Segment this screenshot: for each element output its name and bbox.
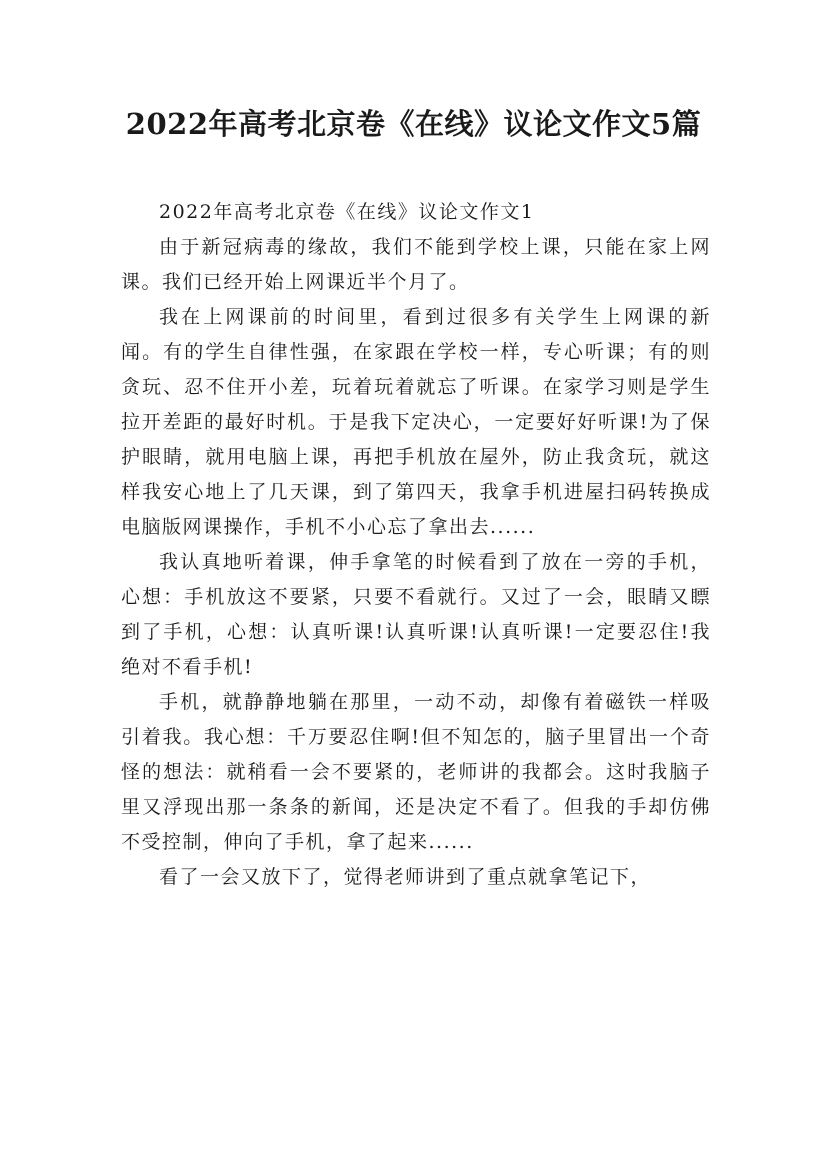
paragraph: 我认真地听着课，伸手拿笔的时候看到了放在一旁的手机，心想：手机放这不要紧，只要不看就行。又过了一会，眼睛又瞟到了手机，心想：认真听课!认真听课!认真听课!一定要忍住!我绝对不看手机! xyxy=(121,551,711,678)
document-title: 2022年高考北京卷《在线》议论文作文5篇 xyxy=(125,107,702,141)
document-body xyxy=(121,195,711,895)
paragraph: 看了一会又放下了，觉得老师讲到了重点就拿笔记下， xyxy=(159,866,652,888)
paragraph: 我在上网课前的时间里，看到过很多有关学生上网课的新闻。有的学生自律性强，在家跟在学校一样，专心听课；有的则贪玩、忍不住开小差，玩着玩着就忘了听课。在家学习则是学生拉开差距的最好时机。于是我下定决心，一定要好好听课!为了保护眼睛，就用电脑上课，再把手机放在屋外，防止我贪玩，就这样我安心地上了几天课，到了第四天，我拿手机进屋扫码转换成电脑版网课操作，手机不小心忘了拿出去...... xyxy=(121,306,711,538)
paragraph: 由于新冠病毒的缘故，我们不能到学校上课，只能在家上网课。我们已经开始上网课近半个月了。 xyxy=(121,236,711,293)
section-heading: 2022年高考北京卷《在线》议论文作文1 xyxy=(159,201,535,223)
paragraph: 手机，就静静地躺在那里，一动不动，却像有着磁铁一样吸引着我。我心想：千万要忍住啊!但不知怎的，脑子里冒出一个奇怪的想法：就稍看一会不要紧的，老师讲的我都会。这时我脑子里又浮现出那一条条的新闻，还是决定不看了。但我的手却仿佛不受控制，伸向了手机，拿了起来...... xyxy=(121,691,711,853)
